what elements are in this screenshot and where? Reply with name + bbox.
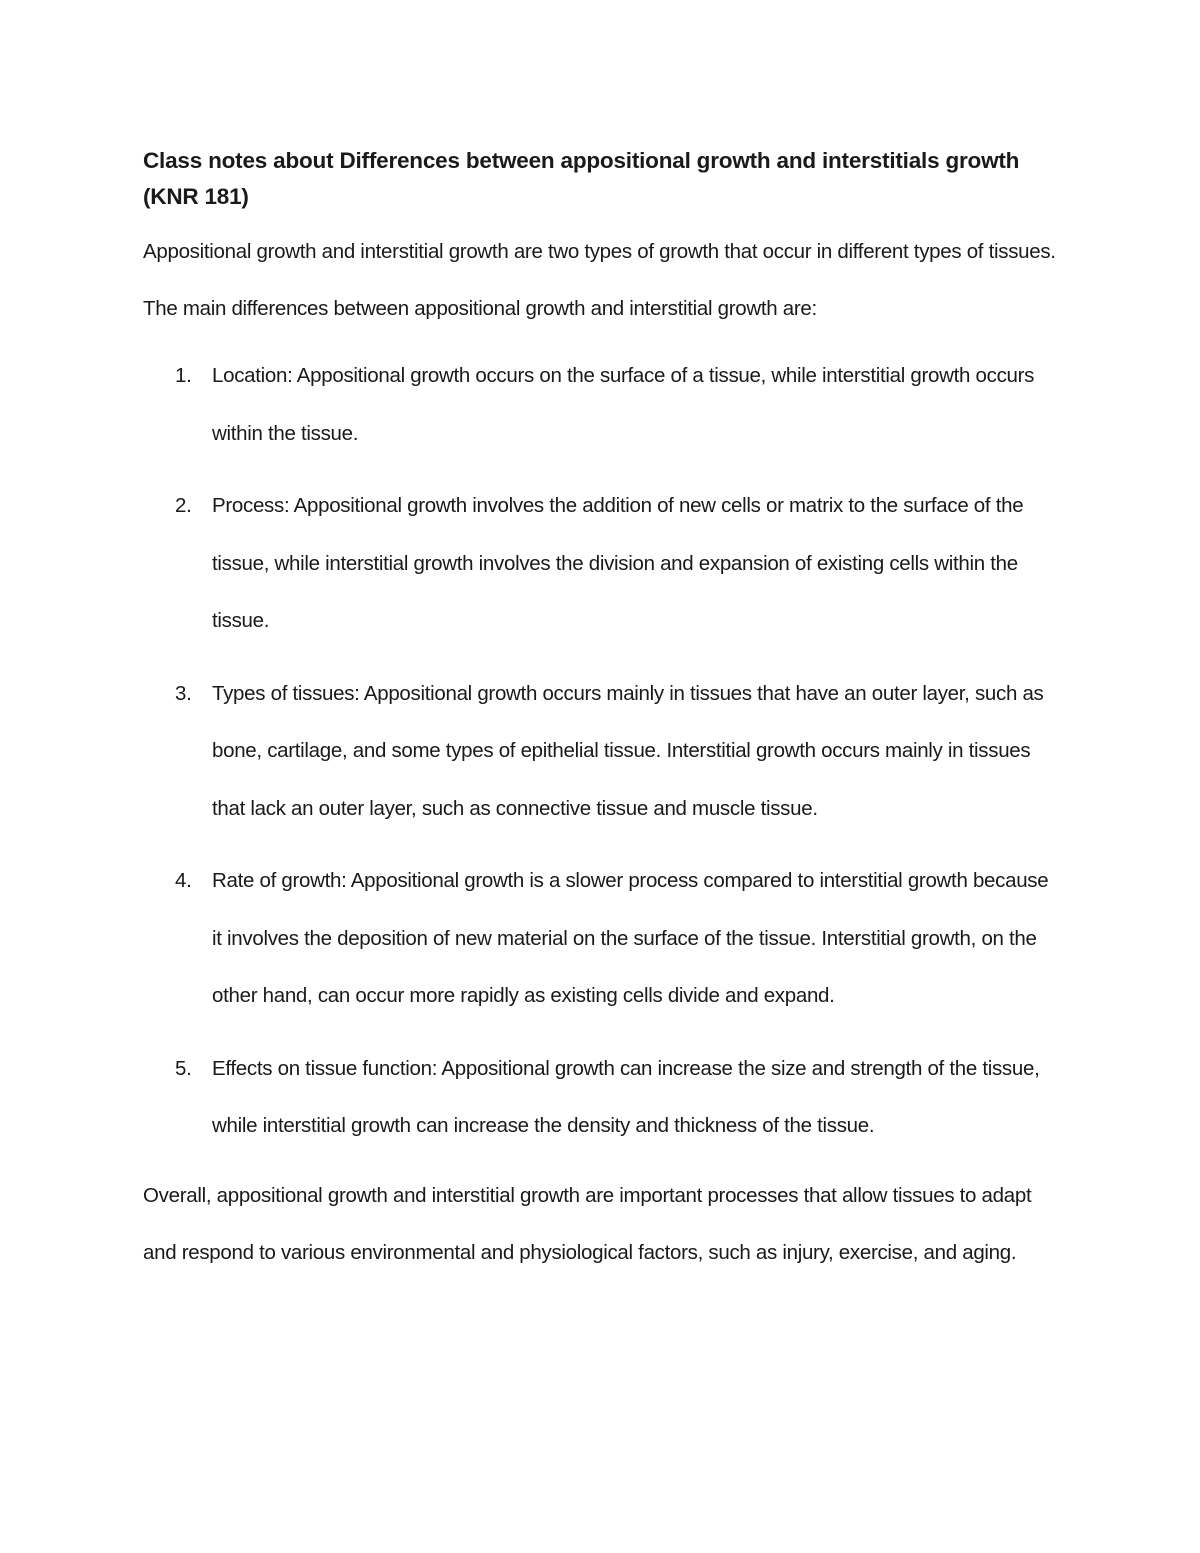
list-number: 1. <box>175 364 192 387</box>
document-title: Class notes about Differences between appositional growth and interstitials growth (KNR 181) <box>143 148 1020 209</box>
list-item <box>143 852 1063 1025</box>
list-item-text: Location: Appositional growth occurs on the surface of a tissue, while interstitial growth occurs within the tissue. <box>212 364 1035 445</box>
document-body <box>143 143 1063 1282</box>
list-item-text: Effects on tissue function: Appositional growth can increase the size and strength of the tissue, while interstitial growth can increase the density and thickness of the tissue. <box>212 1056 1040 1137</box>
list-item <box>143 347 1063 462</box>
list-number: 5. <box>175 1056 192 1080</box>
list-number: 2. <box>175 494 192 517</box>
list-number: 4. <box>175 869 192 892</box>
list-number: 3. <box>175 681 192 705</box>
differences-list <box>143 347 1063 1155</box>
list-item <box>143 1040 1063 1155</box>
list-item-text: Process: Appositional growth involves the addition of new cells or matrix to the surface of the tissue, while interstitial growth involves the division and expansion of existing cells within the tissue. <box>212 494 1024 632</box>
list-item <box>143 477 1063 650</box>
list-item-text: Types of tissues: Appositional growth occurs mainly in tissues that have an outer layer, such as bone, cartilage, and some types of epithelial tissue. Interstitial growth occurs mainly in tissues that lack an outer layer, such as connective tissue and muscle tissue. <box>212 681 1044 820</box>
list-item <box>143 665 1063 838</box>
closing-paragraph: Overall, appositional growth and interstitial growth are important processes that allow tissues to adapt and respond to various environmental and physiological factors, such as injury, exercise, and aging. <box>143 1183 1032 1264</box>
intro-paragraph: Appositional growth and interstitial growth are two types of growth that occur in different types of tissues. The main differences between appositional growth and interstitial growth are: <box>143 240 1056 320</box>
list-item-text: Rate of growth: Appositional growth is a slower process compared to interstitial growth because it involves the deposition of new material on the surface of the tissue. Interstitial growth, on the other hand, can occur more rapidly as existing cells divide and expand. <box>212 869 1049 1007</box>
